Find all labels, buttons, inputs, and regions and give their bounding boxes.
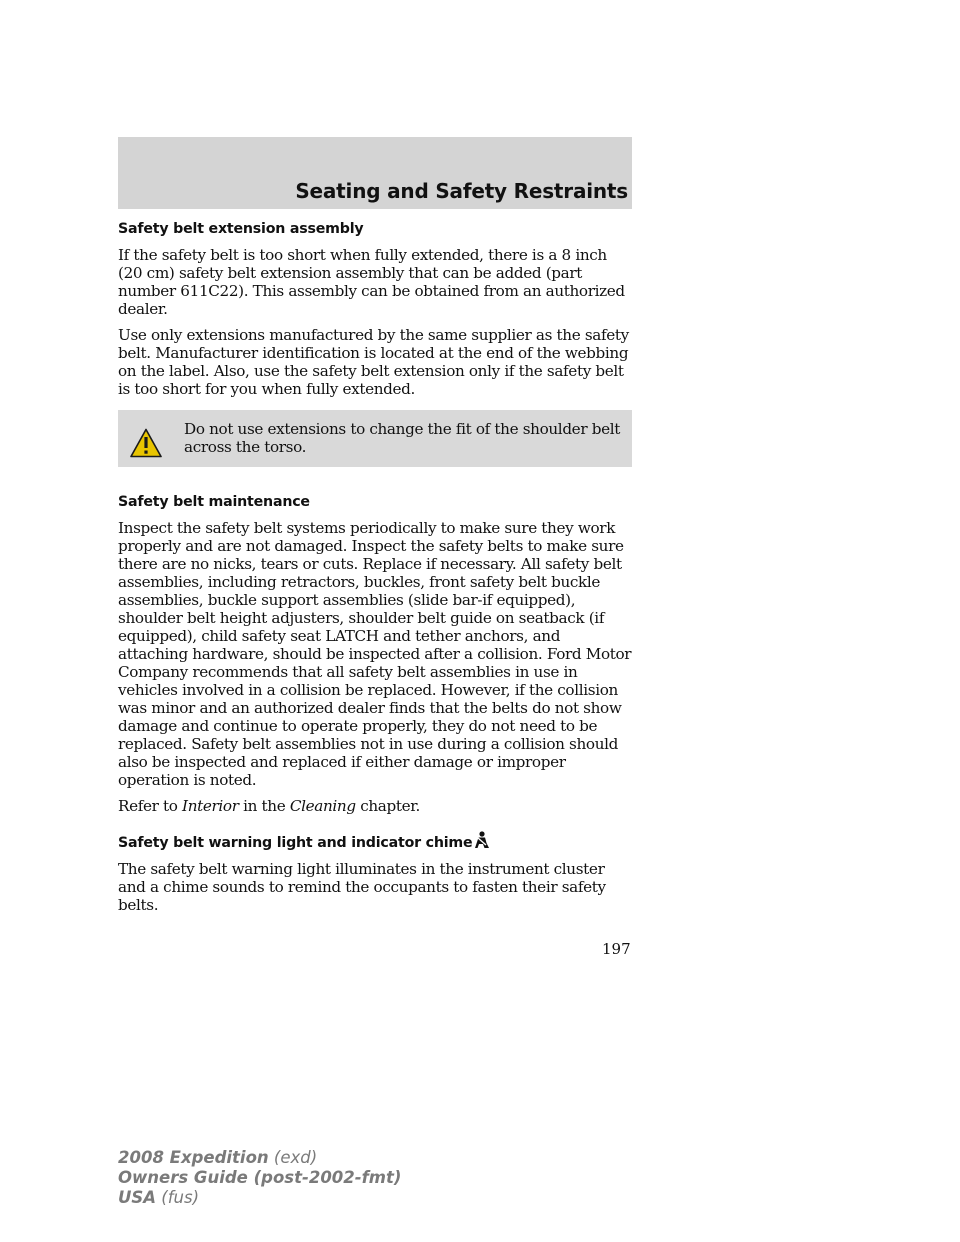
heading-warning-light <box>118 831 632 852</box>
section-title: Seating and Safety Restraints <box>295 179 628 203</box>
document-footer <box>118 1148 401 1208</box>
footer-market: USA <box>118 1188 157 1207</box>
seatbelt-person-icon <box>474 831 490 849</box>
heading-extension-assembly: Safety belt extension assembly <box>118 221 364 237</box>
paragraph-maintenance: Inspect the safety belt systems periodically to make sure they work properly and are not damaged. Inspect the safety belts to make sure there are no nicks, tears or cuts. Replace if necessary. All safety belt assemblies, including retractors, buckles, front safety belt buckle assemblies, buckle support assemblies (slide bar-if equipped), shoulder belt height adjusters, shoulder belt guide on seatback (if equipped), child safety seat LATCH and tether anchors, and attaching hardware, should be inspected after a collision. Ford Motor Company recommends that all safety belt assemblies in use in vehicles involved in a collision be replaced. However, if the collision was minor and an authorized dealer finds that the belts do not show damage and continue to operate properly, they do not need to be replaced. Safety belt assemblies not in use during a collision should also be inspected and replaced if either damage or improper operation is noted. <box>118 519 632 789</box>
paragraph-extension-1: If the safety belt is too short when fully extended, there is a 8 inch (20 cm) safety belt extension assembly that can be added (part number 611C22). This assembly can be obtained from an authorized dealer. <box>118 246 625 318</box>
paragraph-refer <box>118 797 632 815</box>
refer-mid: in the <box>238 797 290 815</box>
refer-suffix: chapter. <box>355 797 420 815</box>
paragraph-extension-2: Use only extensions manufactured by the same supplier as the safety belt. Manufacturer identification is located at the end of the webbing on the label. Also, use the safety belt extension only if the safety belt is too short for you when fully extended. <box>118 326 629 398</box>
refer-prefix: Refer to <box>118 797 183 815</box>
footer-market-code: (fus) <box>156 1188 200 1207</box>
warning-box <box>118 410 632 467</box>
footer-vehicle: 2008 Expedition <box>118 1148 269 1167</box>
paragraph-warning-light: The safety belt warning light illuminates in the instrument cluster and a chime sounds to remind the occupants to fasten their safety belts. <box>118 860 606 914</box>
section-header-band <box>118 137 632 209</box>
footer-line-2: Owners Guide (post-2002-fmt) <box>118 1168 402 1187</box>
warning-triangle-icon <box>130 428 162 458</box>
warning-text: Do not use extensions to change the fit of the shoulder belt across the torso. <box>184 420 620 456</box>
refer-interior: Interior <box>182 797 239 815</box>
footer-line-1 <box>118 1148 401 1168</box>
heading-warning-light-text: Safety belt warning light and indicator chime <box>118 835 473 851</box>
page-number: 197 <box>602 940 631 958</box>
heading-maintenance: Safety belt maintenance <box>118 494 310 510</box>
footer-vehicle-code: (exd) <box>268 1148 318 1167</box>
footer-line-3 <box>118 1188 401 1208</box>
refer-cleaning: Cleaning <box>289 797 356 815</box>
page-content <box>118 220 632 922</box>
